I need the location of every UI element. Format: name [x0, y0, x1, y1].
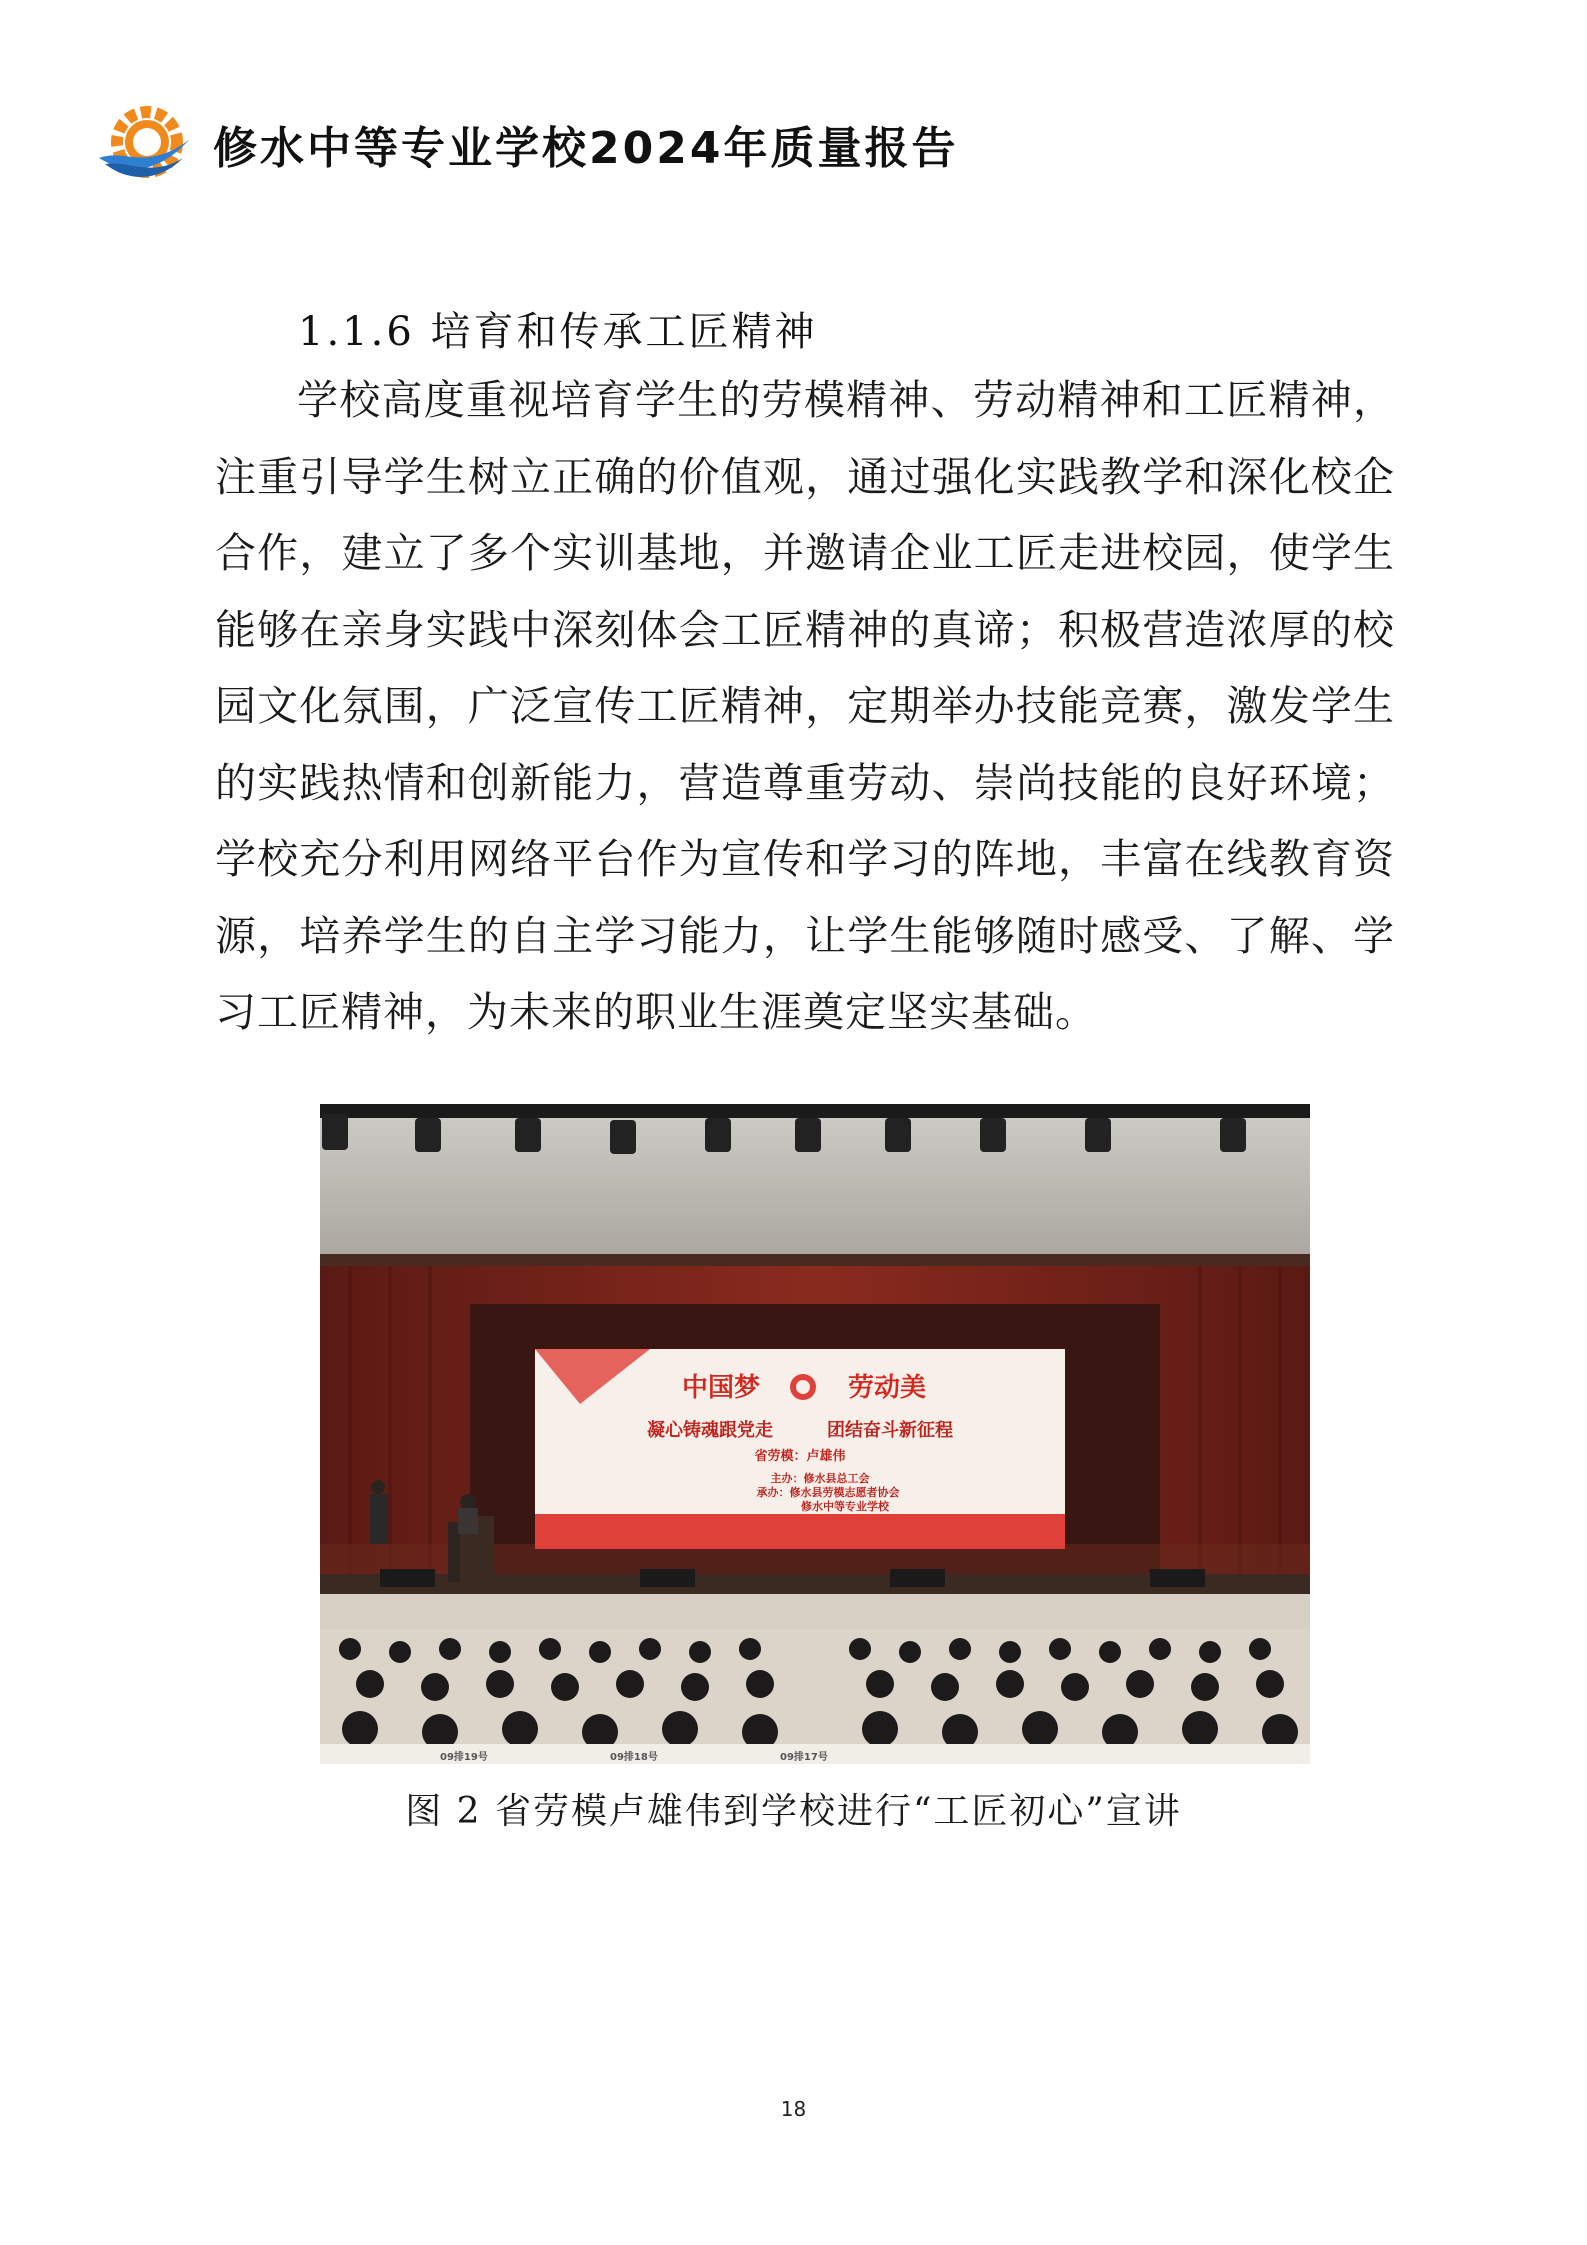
section-heading: 1.1.6 培育和传承工匠精神: [298, 309, 818, 355]
screen-slogan-left: 凝心铸魂跟党走: [647, 1420, 773, 1441]
page-number: 18: [780, 2097, 807, 2121]
screen-organizer-1: 承办：修水县劳模志愿者协会: [756, 1486, 900, 1499]
auditorium-photo: [320, 1104, 1310, 1764]
led-screen: [535, 1349, 1065, 1549]
auditorium-photo-svg: [320, 1104, 1310, 1764]
report-title: 修水中等专业学校2024年质量报告: [213, 123, 959, 174]
screen-headline-right: 劳动美: [848, 1373, 927, 1403]
seat-label-2: 09排18号: [610, 1752, 658, 1763]
screen-slogan-right: 团结奋斗新征程: [827, 1420, 953, 1441]
page-header: [95, 100, 1095, 190]
screen-speaker: 省劳模：卢雄伟: [754, 1449, 846, 1464]
figure-caption: 图 2 省劳模卢雄伟到学校进行“工匠初心”宣讲: [405, 1791, 1182, 1832]
body-paragraph: 学校高度重视培育学生的劳模精神、劳动精神和工匠精神，注重引导学生树立正确的价值观，通过强化实践教学和深化校企合作，建立了多个实训基地，并邀请企业工匠走进校园，使学生能够在亲身实践中深刻体会工匠精神的真谛；积极营造浓厚的校园文化氛围，广泛宣传工匠精神，定期举办技能竞赛，激发学生的实践热情和创新能力，营造尊重劳动、崇尚技能的良好环境；学校充分利用网络平台作为宣传和学习的阵地，丰富在线教育资源，培养学生的自主学习能力，让学生能够随时感受、了解、学习工匠精神，为未来的职业生涯奠定坚实基础。: [215, 376, 1395, 1036]
screen-headline-left: 中国梦: [681, 1373, 760, 1403]
seat-label-3: 09排17号: [780, 1752, 828, 1763]
screen-organizer-2: 修水中等专业学校: [801, 1500, 889, 1513]
screen-host: 主办：修水县总工会: [770, 1472, 870, 1485]
school-gear-logo-icon: [95, 100, 191, 190]
seat-label-1: 09排19号: [440, 1752, 488, 1763]
